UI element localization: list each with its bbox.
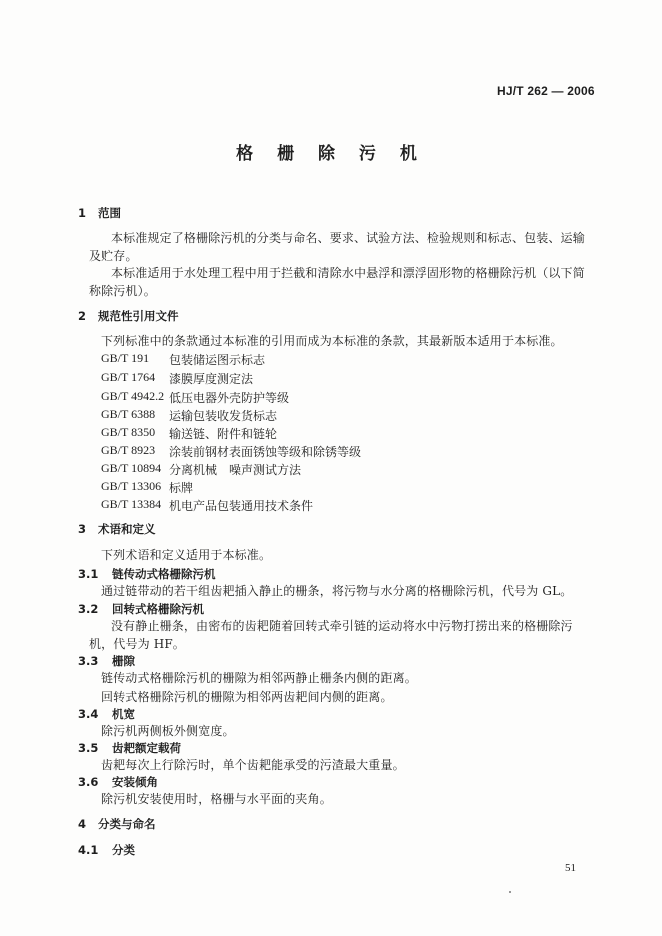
term-number: 3.4 <box>78 707 99 721</box>
reference-code: GB/T 191 <box>101 351 150 365</box>
section-2-heading <box>78 308 179 324</box>
reference-title: 机电产品包装通用技术条件 <box>169 499 314 513</box>
term-name: 链传动式格栅除污机 <box>112 567 216 581</box>
term-number: 3.3 <box>78 654 99 668</box>
term-3-6-definition: 除污机安装使用时，格栅与水平面的夹角。 <box>101 792 332 806</box>
reference-code: GB/T 13306 <box>101 479 162 493</box>
term-number: 3.5 <box>78 741 99 755</box>
section-3-intro: 下列术语和定义适用于本标准。 <box>101 548 272 562</box>
document-title: 格 栅 除 污 机 <box>236 144 426 164</box>
term-name: 栅隙 <box>112 654 135 668</box>
section-1-paragraph-2: 本标准适用于水处理工程中用于拦截和清除水中悬浮和漂浮固形物的格栅除污机（以下简称除污机）。 <box>89 266 585 298</box>
term-3-5-definition: 齿耙每次上行除污时，单个齿耙能承受的污渣最大重量。 <box>101 758 405 772</box>
reference-title: 运输包装收发货标志 <box>169 409 278 423</box>
subsection-number: 4.1 <box>78 843 99 857</box>
term-3-1-heading <box>78 566 216 582</box>
term-name: 回转式格栅除污机 <box>112 602 204 616</box>
term-3-4-definition: 除污机两侧板外侧宽度。 <box>101 724 235 738</box>
section-title: 分类与命名 <box>98 817 156 831</box>
standard-code: HJ/T 262 — 2006 <box>497 84 595 98</box>
section-3-heading <box>78 521 156 537</box>
term-3-2-heading <box>78 601 204 617</box>
term-3-1-definition: 通过链带动的若干组齿耙插入静止的栅条，将污物与水分离的格栅除污机，代号为 GL。 <box>101 584 573 598</box>
reference-title: 涂装前钢材表面锈蚀等级和除锈等级 <box>169 445 362 459</box>
reference-title: 低压电器外壳防护等级 <box>169 391 290 405</box>
section-number: 2 <box>78 309 87 323</box>
section-2-intro: 下列标准中的条款通过本标准的引用而成为本标准的条款，其最新版本适用于本标准。 <box>101 334 563 348</box>
page-number: 51 <box>565 862 576 874</box>
reference-title: 标牌 <box>169 481 194 495</box>
section-4-heading <box>78 816 156 832</box>
reference-code: GB/T 4942.2 <box>101 389 165 403</box>
term-name: 安装倾角 <box>112 775 158 789</box>
term-3-4-heading <box>78 706 135 722</box>
section-title: 术语和定义 <box>98 522 156 536</box>
term-name: 机宽 <box>112 707 135 721</box>
section-number: 1 <box>78 206 87 220</box>
section-number: 4 <box>78 817 87 831</box>
reference-title: 输送链、附件和链轮 <box>169 427 278 441</box>
section-number: 3 <box>78 522 87 536</box>
subsection-4-1-heading <box>78 842 135 858</box>
term-3-3-definition-1: 链传动式格栅除污机的栅隙为相邻两静止栅条内侧的距离。 <box>101 671 417 685</box>
term-3-5-heading <box>78 740 181 756</box>
reference-code: GB/T 8923 <box>101 443 156 457</box>
reference-code: GB/T 6388 <box>101 407 156 421</box>
reference-title: 分离机械 噪声测试方法 <box>169 463 302 477</box>
section-title: 规范性引用文件 <box>98 309 179 323</box>
subsection-title: 分类 <box>112 843 135 857</box>
reference-code: GB/T 1764 <box>101 370 156 384</box>
section-title: 范围 <box>98 206 121 220</box>
reference-title: 包装储运图示标志 <box>169 353 266 367</box>
term-3-3-heading <box>78 653 135 669</box>
section-1-heading <box>78 205 121 221</box>
term-name: 齿耙额定载荷 <box>112 741 181 755</box>
term-3-6-heading <box>78 774 158 790</box>
scan-speck <box>509 891 511 893</box>
term-3-2-definition: 没有静止栅条，由密布的齿耙随着回转式牵引链的运动将水中污物打捞出来的格栅除污机，代号为 HF。 <box>89 619 573 651</box>
reference-code: GB/T 8350 <box>101 425 156 439</box>
reference-code: GB/T 10894 <box>101 461 162 475</box>
term-3-3-definition-2: 回转式格栅除污机的栅隙为相邻两齿耙间内侧的距离。 <box>101 690 393 704</box>
term-number: 3.6 <box>78 775 99 789</box>
term-number: 3.1 <box>78 567 99 581</box>
term-number: 3.2 <box>78 602 99 616</box>
section-1-paragraph-1: 本标准规定了格栅除污机的分类与命名、要求、试验方法、检验规则和标志、包装、运输及贮存。 <box>89 231 585 263</box>
reference-code: GB/T 13384 <box>101 497 162 511</box>
reference-title: 漆膜厚度测定法 <box>169 372 254 386</box>
